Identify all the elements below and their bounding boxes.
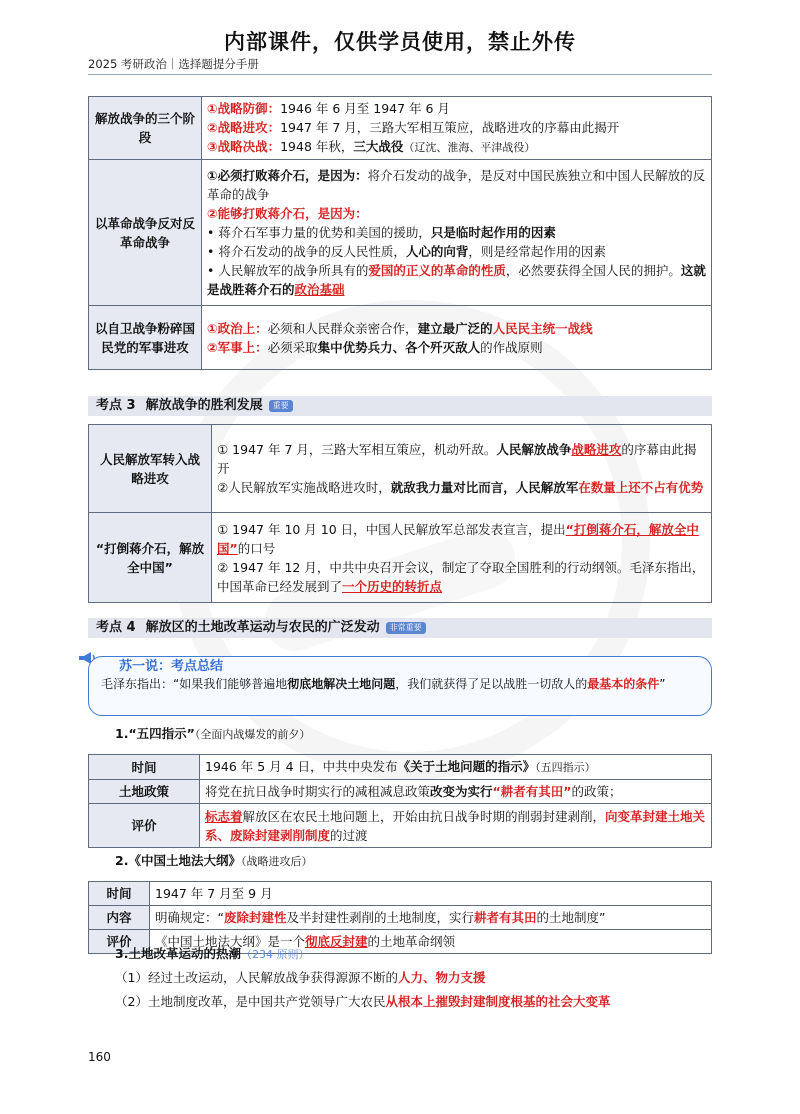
section-header-4 [88, 618, 712, 638]
row-label: 时间 [89, 755, 200, 780]
summary-callout [88, 656, 712, 716]
subheading-2: 2.《中国土地法大纲》（战略进攻后） [115, 853, 313, 868]
table-row [89, 425, 712, 513]
victory-table [88, 424, 712, 603]
paragraph-1: （1）经过土改运动，人民解放战争获得源源不断的人力、物力支援 [115, 970, 486, 985]
row-label: 评价 [89, 930, 150, 954]
table-row [89, 160, 712, 306]
section-number: 考点 4 [96, 620, 136, 635]
row-content: ①战略防御：1946 年 6 月至 1947 年 6 月 ②战略进攻：1947 年 7 月，三路大军相互策应，战略进攻的序幕由此揭开 ③战略决战：1948 年秋，三大战役（辽沈、淮海、平津战役） [202, 97, 712, 160]
row-label: 土地政策 [89, 780, 200, 804]
page-number: 160 [88, 1050, 111, 1064]
table-row [89, 97, 712, 160]
row-content: 明确规定：“废除封建性及半封建性剥削的土地制度，实行耕者有其田的土地制度” [150, 906, 712, 930]
row-content: 1946 年 5 月 4 日，中共中央发布《关于土地问题的指示》（五四指示） [200, 755, 712, 780]
importance-badge: 非常重要 [386, 622, 426, 634]
row-content: ①必须打败蒋介石，是因为：将介石发动的战争，是反对中国民族独立和中国人民解放的反革命的战争 ②能够打败蒋介石，是因为： • 蒋介石军事力量的优势和美国的援助，只是临时起作用的因素 • 将介石发动的战争的反人民性质，人心的向背，则是经常起作用的因素 • 人民解放军的战争所具有的爱国的正义的革命的性质，必然要获得全国人民的拥护。这就是战胜蒋介石的政治基础 [202, 160, 712, 306]
section-title: 解放战争的胜利发展 [145, 398, 263, 413]
may-fourth-directive-table [88, 754, 712, 848]
table-row [89, 513, 712, 603]
row-content: 标志着解放区在农民土地问题上，开始由抗日战争时期的削弱封建剥削，向变革封建土地关系、废除封建剥削制度的过渡 [200, 804, 712, 848]
subheading-3: 3.土地改革运动的热潮（234 原则） [115, 946, 310, 961]
row-label: 人民解放军转入战略进攻 [89, 425, 212, 513]
section-number: 考点 3 [96, 398, 136, 413]
row-content: 《中国土地法大纲》是一个彻底反封建的土地革命纲领 [150, 930, 712, 954]
header-divider [88, 74, 712, 75]
row-label: 以自卫战争粉碎国民党的军事进攻 [89, 306, 202, 370]
table-row [89, 306, 712, 370]
book-subtitle: 2025 考研政治｜选择题提分手册 [88, 57, 259, 71]
table-row [89, 780, 712, 804]
section-header-3 [88, 396, 712, 416]
row-label: 评价 [89, 804, 200, 848]
row-content: ① 1947 年 7 月，三路大军相互策应，机动歼敌。人民解放战争战略进攻的序幕由此揭开 ②人民解放军实施战略进攻时，就敌我力量对比而言，人民解放军在数量上还不占有优势 [212, 425, 712, 513]
row-content: ① 1947 年 10 月 10 日，中国人民解放军总部发表宣言，提出“打倒蒋介石，解放全中国”的口号 ② 1947 年 12 月，中共中央召开会议，制定了夺取全国胜利的行动纲领。毛泽东指出，中国革命已经发展到了一个历史的转折点 [212, 513, 712, 603]
callout-title: 苏一说：考点总结 [119, 659, 224, 674]
row-label: 解放战争的三个阶段 [89, 97, 202, 160]
table-row [89, 882, 712, 906]
paragraph-2: （2）土地制度改革，是中国共产党领导广大农民从根本上摧毁封建制度根基的社会大变革 [115, 994, 611, 1009]
page-title: 内部课件，仅供学员使用，禁止外传 [224, 30, 576, 54]
section-title: 解放区的土地改革运动与农民的广泛发动 [145, 620, 380, 635]
row-label: 以革命战争反对反革命战争 [89, 160, 202, 306]
importance-badge: 重要 [269, 400, 293, 412]
row-label: 内容 [89, 906, 150, 930]
war-stages-table [88, 96, 712, 370]
row-content: 1947 年 7 月至 9 月 [150, 882, 712, 906]
row-content: ①政治上：必须和人民群众亲密合作，建立最广泛的人民民主统一战线 ②军事上：必须采取集中优势兵力、各个歼灭敌人的作战原则 [202, 306, 712, 370]
row-label: 时间 [89, 882, 150, 906]
row-content: 将党在抗日战争时期实行的减租减息政策改变为实行“耕者有其田”的政策； [200, 780, 712, 804]
table-row [89, 906, 712, 930]
table-row [89, 755, 712, 780]
table-row [89, 804, 712, 848]
row-label: “打倒蒋介石，解放全中国” [89, 513, 212, 603]
subheading-1: 1.“五四指示”（全面内战爆发的前夕） [115, 726, 311, 741]
callout-quote: 毛泽东指出：“如果我们能够普遍地彻底地解决土地问题，我们就获得了足以战胜一切敌人的最基本的条件” [101, 677, 666, 691]
